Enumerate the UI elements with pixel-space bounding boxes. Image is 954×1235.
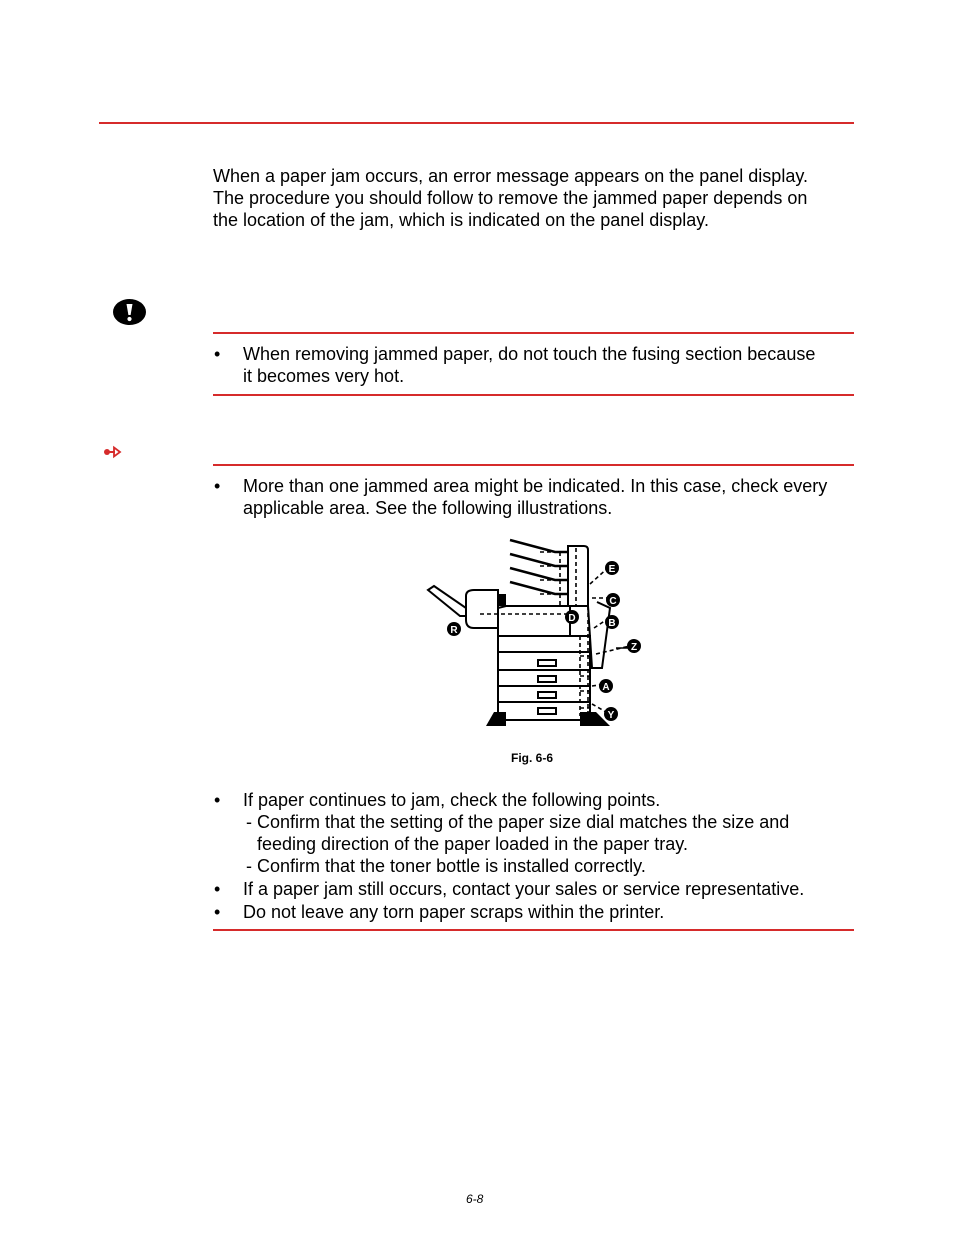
tip-text: Do not leave any torn paper scraps within the printer. xyxy=(243,902,665,922)
svg-text:A: A xyxy=(602,682,610,693)
tip-item-3 xyxy=(214,901,854,923)
svg-text:B: B xyxy=(608,618,616,629)
note-item xyxy=(214,475,854,519)
caution-icon xyxy=(112,297,147,327)
bullet: • xyxy=(214,902,221,922)
tip-text: If paper continues to jam, check the following points. xyxy=(243,790,661,810)
note-arrow-icon xyxy=(103,445,123,459)
caution-line-1: When removing jammed paper, do not touch the fusing section because xyxy=(243,344,816,364)
caution-item xyxy=(214,343,854,387)
mailbox-unit xyxy=(568,546,588,606)
svg-text:Y: Y xyxy=(607,710,615,721)
page-number: 6-8 xyxy=(466,1192,484,1206)
tip-text: If a paper jam still occurs, contact your sales or service representative. xyxy=(243,879,805,899)
bullet: • xyxy=(214,476,221,496)
intro-line-1: When a paper jam occurs, an error message appears on the panel display. xyxy=(213,166,808,186)
label-a xyxy=(599,679,613,693)
jam-locations-figure xyxy=(420,536,650,732)
caution-line-2: it becomes very hot. xyxy=(243,366,405,386)
printer-top xyxy=(498,606,570,636)
intro-line-3: the location of the jam, which is indicated on the panel display. xyxy=(213,210,709,230)
tip-item-2 xyxy=(214,878,854,900)
figure-caption: Fig. 6-6 xyxy=(511,751,554,765)
tip-sub-1-line-2: feeding direction of the paper loaded in the paper tray. xyxy=(257,834,688,854)
tip-sub-2: - Confirm that the toner bottle is installed correctly. xyxy=(246,856,646,876)
label-c xyxy=(606,593,620,607)
printer-base xyxy=(486,712,506,726)
caution-top-rule xyxy=(213,332,854,334)
label-b xyxy=(605,615,619,629)
header-rule xyxy=(99,122,854,124)
svg-text:Z: Z xyxy=(630,642,638,653)
label-r xyxy=(447,622,461,636)
label-y xyxy=(604,707,618,721)
intro-line-2: The procedure you should follow to remove the jammed paper depends on xyxy=(213,188,808,208)
label-z xyxy=(627,639,641,653)
label-d xyxy=(565,610,579,624)
note-line-1: More than one jammed area might be indicated. In this case, check every xyxy=(243,476,828,496)
bullet: • xyxy=(214,879,221,899)
caution-bottom-rule xyxy=(213,394,854,396)
side-door xyxy=(592,602,610,668)
note-bottom-rule xyxy=(213,929,854,931)
bullet: • xyxy=(214,344,221,364)
label-e xyxy=(605,561,619,575)
note-line-2: applicable area. See the following illustrations. xyxy=(243,498,613,518)
svg-text:E: E xyxy=(608,564,616,575)
note-top-rule xyxy=(213,464,854,466)
bullet: • xyxy=(214,790,221,810)
tip-sub-1-line-1: - Confirm that the setting of the paper size dial matches the size and xyxy=(246,812,790,832)
finisher xyxy=(428,586,506,628)
tip-item-1 xyxy=(214,789,854,811)
svg-text:C: C xyxy=(609,596,617,607)
svg-text:D: D xyxy=(568,613,576,624)
svg-text:R: R xyxy=(450,625,458,636)
